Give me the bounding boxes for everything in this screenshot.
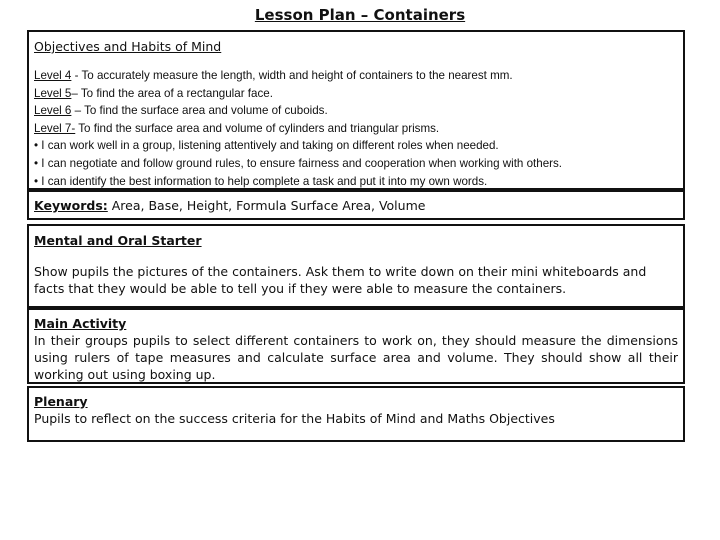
level-label: Level 7-: [34, 121, 76, 135]
keywords-label: Keywords:: [34, 198, 108, 213]
level-text: – To find the surface area and volume of cuboids.: [71, 104, 328, 118]
starter-box: [27, 224, 685, 308]
main-activity-heading: Main Activity: [34, 316, 127, 331]
level-label: Level 4: [34, 69, 72, 82]
objective-level-6: [34, 102, 678, 120]
keywords-box: [27, 190, 685, 220]
plenary-text: Pupils to reflect on the success criteria for the Habits of Mind and Maths Objectives: [34, 411, 555, 426]
page-title-text: Lesson Plan – Containers: [254, 6, 466, 24]
level-label: Level 6: [34, 104, 72, 118]
level-text: To find the surface area and volume of cylinders and triangular prisms.: [75, 121, 440, 135]
objective-level-4: [34, 67, 678, 85]
level-text: – To find the area of a rectangular face.: [71, 86, 273, 100]
objectives-box: [27, 30, 685, 190]
level-text: - To accurately measure the length, width and height of containers to the nearest mm.: [71, 69, 513, 82]
objective-level-5: [34, 85, 678, 103]
plenary-heading: Plenary: [34, 394, 88, 409]
objectives-list: [34, 67, 678, 190]
main-activity-text: In their groups pupils to select different containers to work on, they should measure the dimensions using rulers of tape measures and calculate surface area and volume. They should show all their working out using boxing up.: [34, 333, 678, 382]
habit-item: • I can negotiate and follow ground rules, to ensure fairness and cooperation when working with others.: [34, 156, 563, 170]
habit-item: • I can work well in a group, listening attentively and taking on different roles when needed.: [34, 139, 499, 153]
starter-text: Show pupils the pictures of the containers. Ask them to write down on their mini whiteboards and facts that they would be able to tell you if they were able to measure the containers.: [34, 264, 647, 296]
page-title: [0, 6, 720, 24]
habit-item: • I can identify the best information to help complete a task and put it into my own words.: [34, 174, 488, 188]
starter-heading: Mental and Oral Starter: [34, 233, 202, 248]
plenary-box: [27, 386, 685, 442]
level-label: Level 5: [34, 86, 72, 100]
main-activity-box: [27, 308, 685, 384]
objectives-heading: Objectives and Habits of Mind: [34, 39, 222, 54]
objective-level-7: [34, 120, 678, 138]
keywords-text: Area, Base, Height, Formula Surface Area, Volume: [107, 198, 426, 213]
